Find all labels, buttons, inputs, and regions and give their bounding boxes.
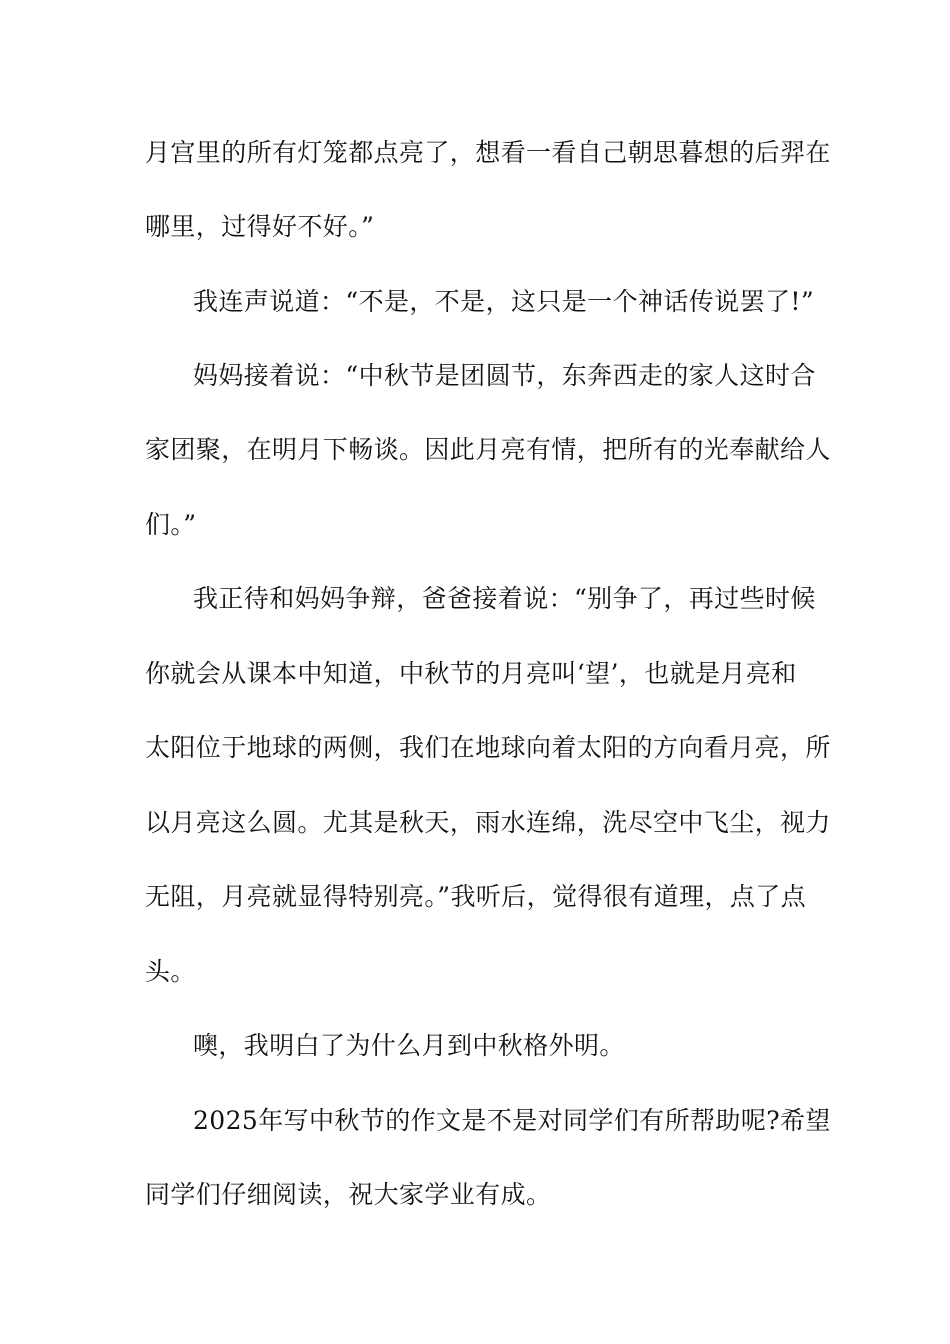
paragraph-line: 2025年写中秋节的作文是不是对同学们有所帮助呢?希望 — [193, 1106, 831, 1135]
text-line: 头。 — [145, 957, 196, 986]
text-line: 无阻，月亮就显得特别亮。”我听后，觉得很有道理，点了点 — [145, 882, 807, 911]
text-line: 哪里，过得好不好。” — [145, 212, 375, 241]
text-line: 同学们仔细阅读，祝大家学业有成。 — [145, 1180, 552, 1209]
paragraph-line: 妈妈接着说：“中秋节是团圆节，东奔西走的家人这时合 — [193, 361, 816, 390]
text-line: 你就会从课本中知道，中秋节的月亮叫‘望’，也就是月亮和 — [145, 659, 797, 688]
paragraph-line: 噢，我明白了为什么月到中秋格外明。 — [193, 1031, 625, 1060]
text-line: 家团聚，在明月下畅谈。因此月亮有情，把所有的光奉献给人 — [145, 435, 831, 464]
text-line: 太阳位于地球的两侧，我们在地球向着太阳的方向看月亮，所 — [145, 733, 831, 762]
text-line: 们。” — [145, 510, 197, 539]
paragraph-line: 我连声说道：“不是，不是，这只是一个神话传说罢了!” — [193, 287, 815, 316]
paragraph-line: 我正待和妈妈争辩，爸爸接着说：“别争了，再过些时候 — [193, 584, 816, 613]
text-line: 以月亮这么圆。尤其是秋天，雨水连绵，洗尽空中飞尘，视力 — [145, 808, 831, 837]
text-line: 月宫里的所有灯笼都点亮了，想看一看自己朝思暮想的后羿在 — [145, 138, 831, 167]
